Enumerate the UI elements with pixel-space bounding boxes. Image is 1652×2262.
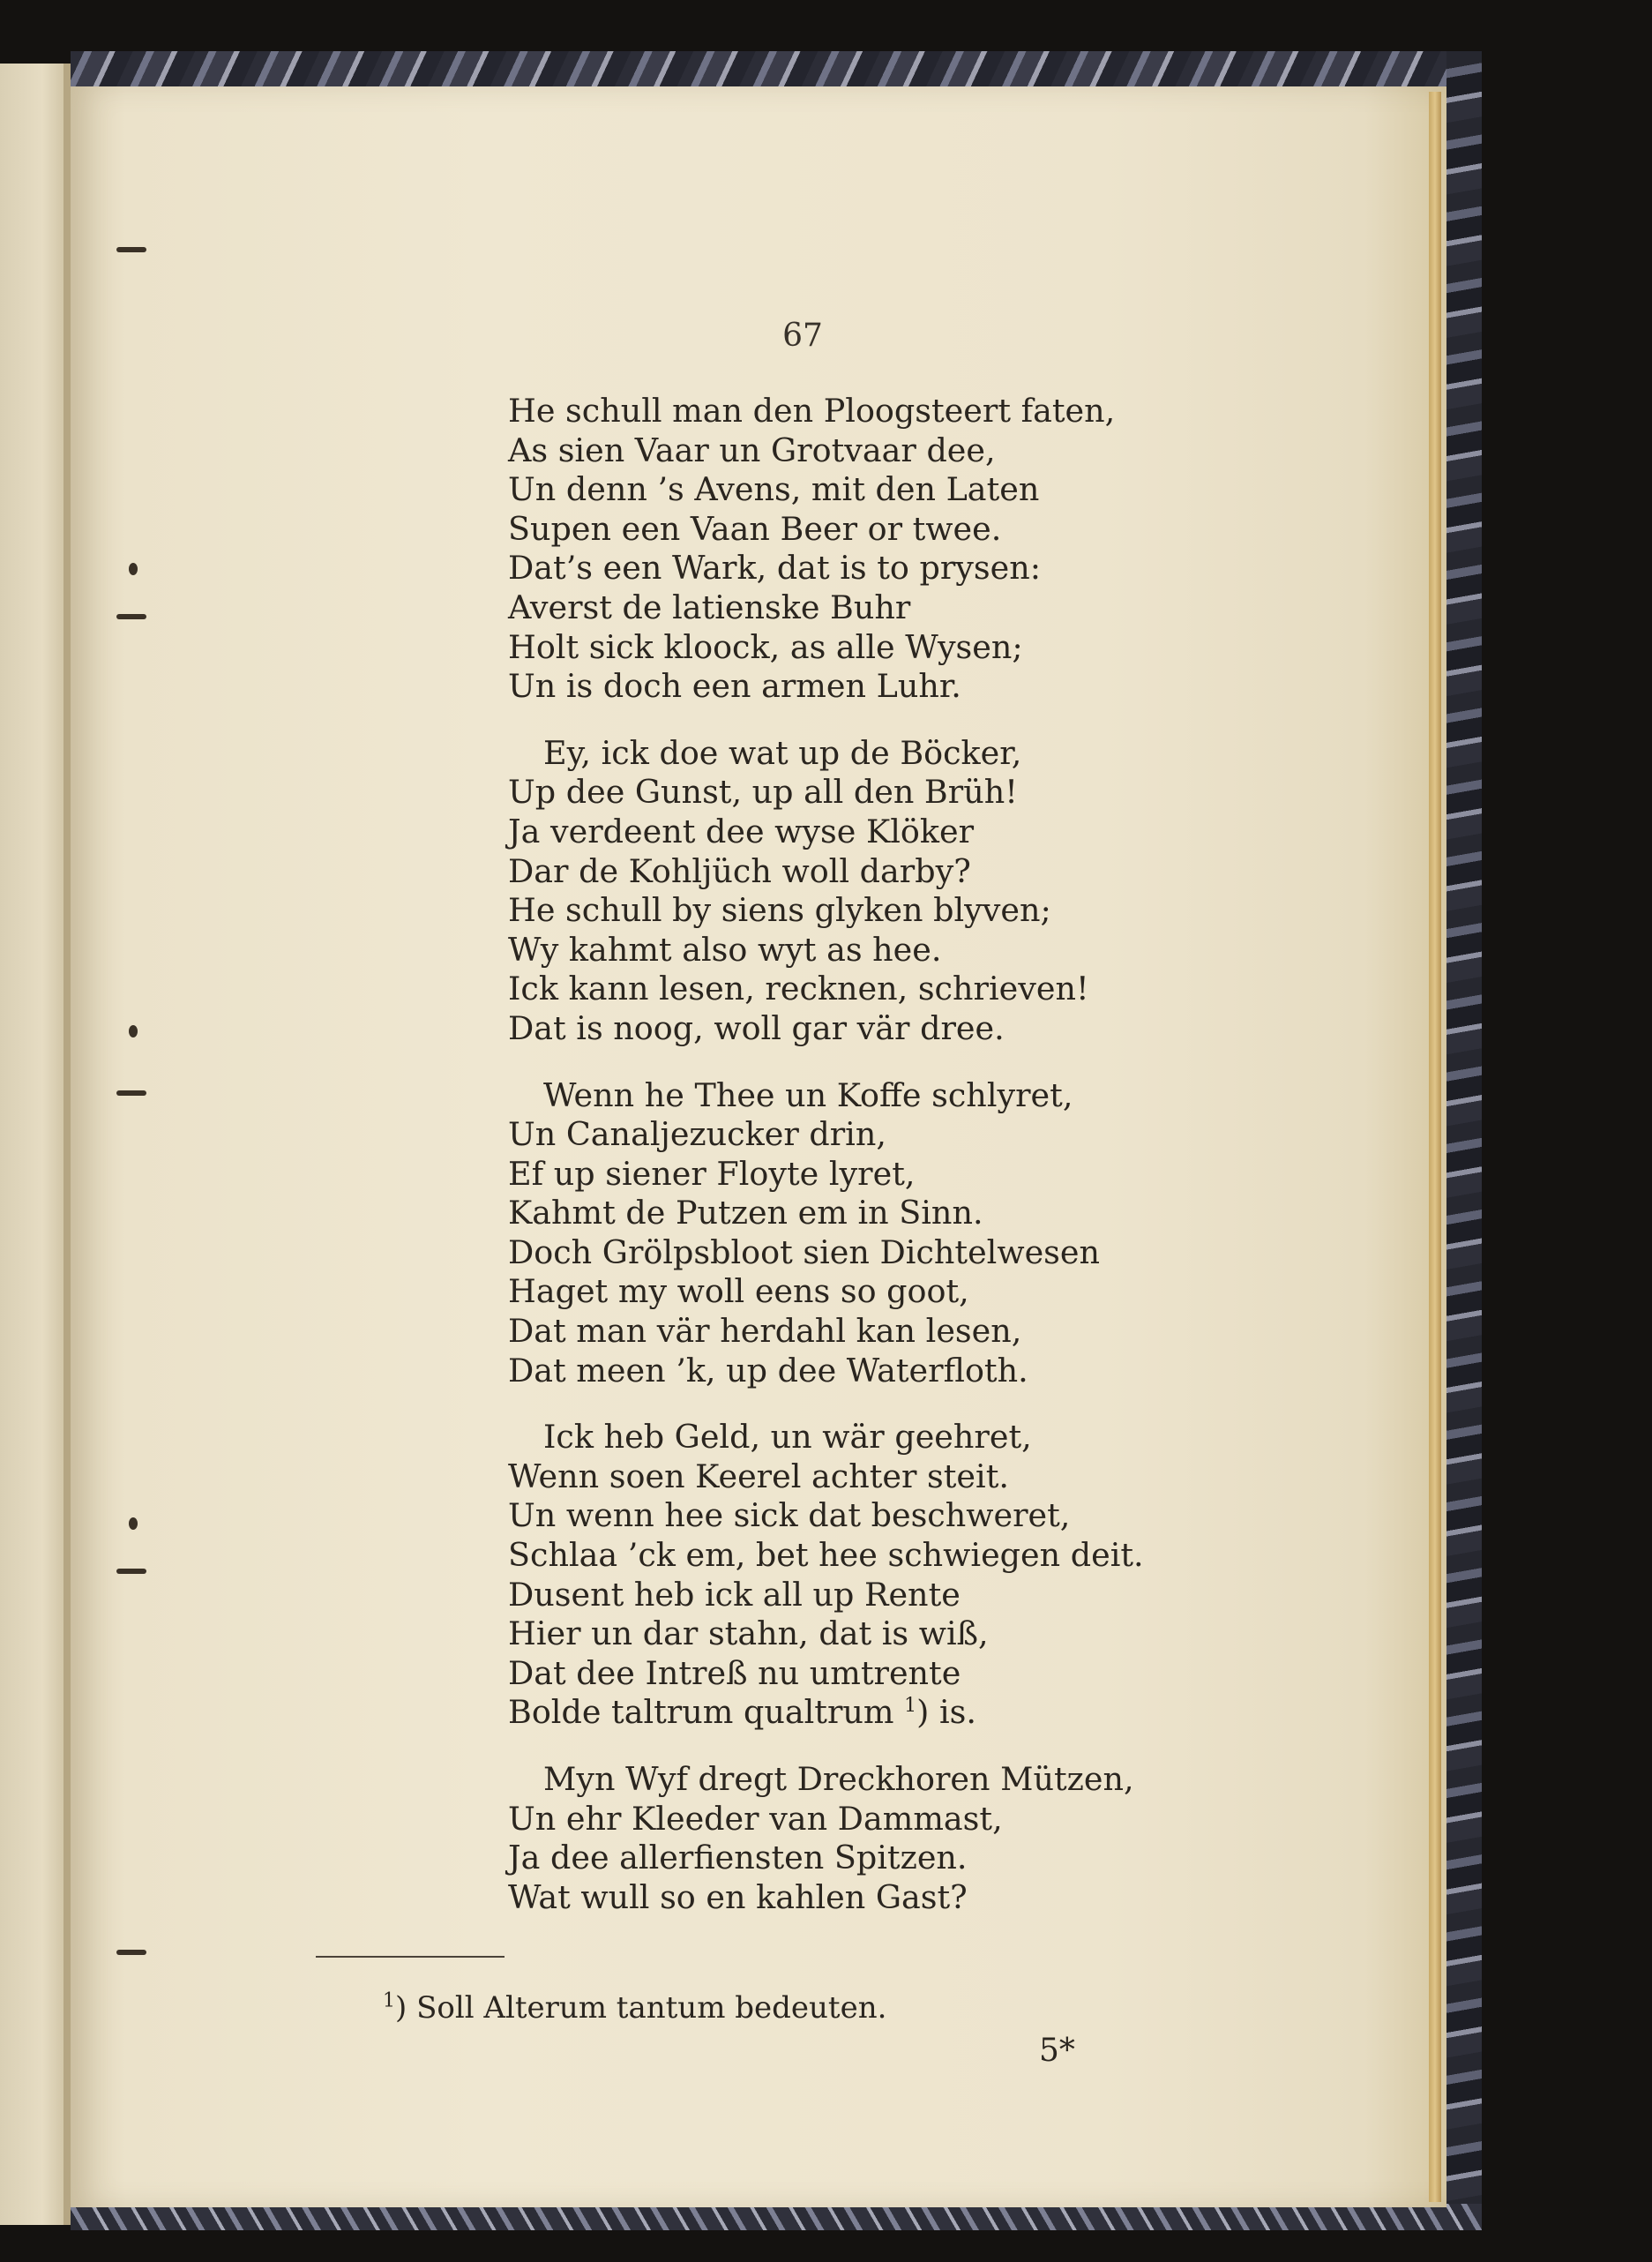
verse-line: Un Canaljezucker drin, [508,1115,886,1154]
stanza-3 [508,1076,1108,1391]
binding-stitch [116,614,146,619]
poem [508,392,1144,1944]
verse-line: Wy kahmt also wyt as hee. [508,930,942,969]
binding-stitch [129,1517,138,1530]
marbled-cover-right [1446,51,1482,2227]
verse-line: Schlaa ’ck em, bet hee schwiegen deit. [508,1536,1144,1575]
verse-line: Haget my woll eens so goot, [508,1272,969,1311]
footnote-reference: 1 [904,1695,917,1718]
verse-line: Dat meen ’k, up dee Waterfloth. [508,1351,1028,1389]
verse-line: Ey, ick doe wat up de Böcker, [543,733,1022,772]
verse-line-tail: ) is. [916,1693,976,1732]
page-number: 67 [782,318,823,354]
verse-line: He schull man den Ploogsteert faten, [508,392,1116,430]
verse-line: Doch Grölpsbloot sien Dichtelwesen [508,1232,1101,1271]
binding-stitch [129,1025,138,1037]
footnote-divider [316,1956,505,1958]
verse-line: Ja verdeent dee wyse Klöker [508,812,975,850]
signature-mark: 5* [1039,2033,1075,2069]
verse-line: Wenn soen Keerel achter steit. [508,1457,1009,1495]
footnote-text: ) Soll Alterum tantum bedeuten. [395,1990,887,2026]
book-binding [64,64,71,2225]
verse-line: Dusent heb ick all up Rente [508,1575,961,1614]
binding-stitch [129,563,138,575]
verse-line: Ef up siener Floyte lyret, [508,1154,916,1193]
binding-stitch [116,1950,146,1955]
footnote [383,1990,886,2026]
verse-line: As sien Vaar un Grotvaar dee, [508,431,996,469]
verse-line: Dat is noog, woll gar vär dree. [508,1008,1005,1047]
footnote-marker: 1 [383,1989,395,2012]
verse-line: Un denn ’s Avens, mit den Laten [508,470,1040,509]
verse-line: Wenn he Thee un Koffe schlyret, [543,1075,1073,1114]
verse-line: Un is doch een armen Luhr. [508,667,961,706]
verse-line: Holt sick kloock, as alle Wysen; [508,627,1023,666]
stanza-5 [508,1760,1134,1917]
verse-line: Dat’s een Wark, dat is to prysen: [508,549,1042,588]
verse-line: Dat man vär herdahl kan lesen, [508,1312,1022,1351]
marbled-cover-bottom [71,2204,1482,2230]
verse-line-with-footnote [508,1693,1108,1733]
binding-stitch [116,1569,146,1574]
stanza-1 [508,392,1116,707]
verse-line: Dar de Kohljüch woll darby? [508,851,971,890]
verse-line: Ick heb Geld, un wär geehret, [543,1418,1032,1457]
verse-line: Averst de latienske Buhr [508,588,911,626]
left-page-edge [0,64,71,2225]
verse-line: Kahmt de Putzen em in Sinn. [508,1194,983,1232]
verse-line: Hier un dar stahn, dat is wiß, [508,1614,989,1653]
verse-line-text: Bolde taltrum qualtrum [508,1693,894,1732]
verse-line: Un ehr Kleeder van Dammast, [508,1799,1003,1838]
verse-line: Dat dee Intreß nu umtrente [508,1653,961,1692]
verse-line: Supen een Vaan Beer or twee. [508,509,1002,548]
verse-line: He schull by siens glyken blyven; [508,891,1051,930]
verse-line: Up dee Gunst, up all den Brüh! [508,773,1018,812]
verse-line: Ick kann lesen, recknen, schrieven! [508,970,1089,1008]
verse-line: Ja dee allerfiensten Spitzen. [508,1839,968,1877]
stanza-2 [508,734,1108,1049]
gilt-page-edge [1429,92,1441,2202]
verse-line: Myn Wyf dregt Dreckhoren Mützen, [543,1760,1134,1798]
binding-stitch [116,1090,146,1096]
verse-line: Un wenn hee sick dat beschweret, [508,1496,1071,1535]
book-page [71,86,1446,2207]
verse-line: Wat wull so en kahlen Gast? [508,1877,968,1916]
stanza-4 [508,1418,1144,1733]
binding-stitch [116,247,146,252]
